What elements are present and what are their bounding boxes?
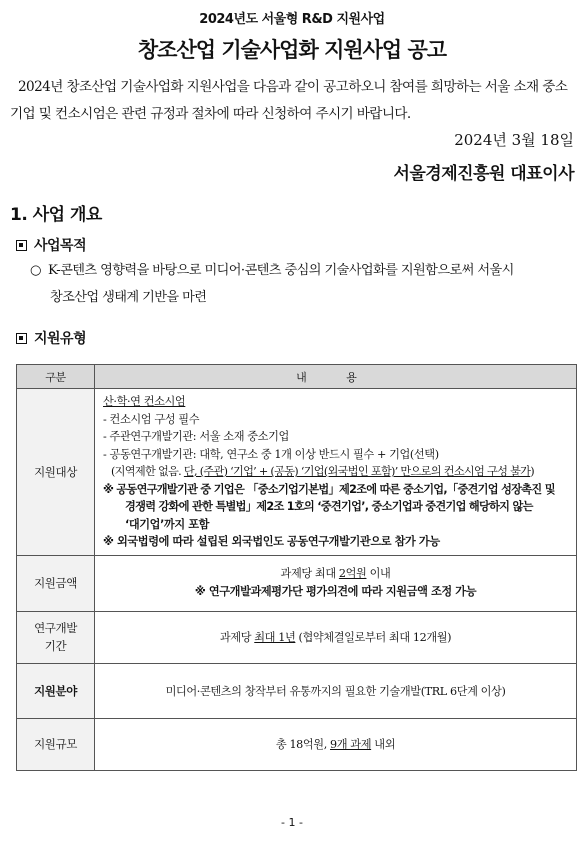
row-label-amount: 지원금액	[17, 555, 95, 611]
amount-underlined: 2억원	[338, 567, 367, 580]
restriction-prefix: (지역제한 없음.	[111, 465, 184, 478]
table-row-scale	[17, 718, 577, 770]
table-row-field	[17, 663, 577, 718]
scale-prefix: 총 18억원,	[275, 738, 331, 751]
purpose-heading-text: 사업목적	[34, 238, 87, 254]
header-label-cell: 구분	[17, 365, 95, 389]
row-label-scale: 지원규모	[17, 718, 95, 770]
purpose-body	[30, 257, 576, 311]
purpose-line-1	[30, 257, 576, 284]
table-row-amount	[17, 555, 577, 611]
row-content-scale	[95, 718, 577, 770]
support-type-table	[16, 364, 577, 771]
square-bullet-icon	[16, 333, 27, 344]
target-restriction	[103, 463, 570, 481]
row-label-period	[17, 611, 95, 663]
amount-prefix: 과제당 최대	[280, 567, 339, 580]
scale-underlined: 9개 과제	[330, 738, 372, 751]
target-note-1-line-2: 경쟁력 강화에 관한 특별법」제2조 1호의 ‘중견기업’, 중소기업과 중견기업 해당하지 않는	[125, 500, 533, 513]
period-underlined: 최대 1년	[254, 631, 296, 644]
restriction-underlined: 단, (주관) ‘기업’ + (공동) ‘기업(외국법인 포함)’ 만으로의 컨소시엄 구성 불가	[183, 465, 531, 478]
target-item-3: - 공동연구개발기관: 대학, 연구소 중 1개 이상 반드시 필수 + 기업(선택)	[103, 447, 439, 461]
square-bullet-icon	[16, 240, 27, 251]
row-content-amount	[95, 555, 577, 611]
row-label-target: 지원대상	[17, 389, 95, 556]
header-content-cell: 내 용	[95, 365, 577, 389]
table-row-target	[17, 389, 577, 556]
program-kicker: 2024년도 서울형 R&D 지원사업	[199, 12, 385, 27]
types-heading-text: 지원유형	[34, 331, 87, 347]
period-suffix: (협약체결일로부터 최대 12개월)	[295, 631, 452, 644]
subheading-support-types	[16, 328, 86, 348]
row-content-period	[95, 611, 577, 663]
notice-title: 창조산업 기술사업화 지원사업 공고	[137, 38, 447, 62]
target-title: 산·학·연 컨소시엄	[103, 395, 186, 408]
target-item-1: - 컨소시엄 구성 필수	[103, 412, 200, 426]
circle-bullet-icon: ○	[30, 263, 41, 278]
amount-line	[96, 565, 575, 583]
period-prefix: 과제당	[219, 631, 255, 644]
period-label-line-1: 연구개발	[34, 621, 77, 635]
target-note-1-line-3: ‘대기업’까지 포함	[125, 517, 210, 531]
amount-note: ※ 연구개발과제평가단 평가의견에 따라 지원금액 조정 가능	[194, 585, 477, 598]
period-label-line-2: 기간	[44, 639, 67, 653]
notice-date: 2024년 3월 18일	[454, 131, 574, 149]
purpose-line-2: 창조산업 생태계 기반을 마련	[50, 290, 207, 305]
row-content-field: 미디어·콘텐츠의 창작부터 유통까지의 필요한 기술개발(TRL 6단계 이상)	[95, 663, 577, 718]
purpose-line-1-text: K-콘텐츠 영향력을 바탕으로 미디어·콘텐츠 중심의 기술사업화를 지원함으로써 서울시	[48, 263, 514, 278]
target-note-1-line-1: ※ 공동연구개발기관 중 기업은 「중소기업기본법」제2조에 따른 중소기업,「중견기업 성장촉진 및	[103, 482, 555, 496]
row-label-field: 지원분야	[17, 663, 95, 718]
amount-suffix: 이내	[366, 567, 391, 580]
subheading-purpose	[16, 235, 86, 255]
page-number: - 1 -	[281, 816, 303, 829]
restriction-suffix: )	[530, 465, 534, 478]
target-item-2: - 주관연구개발기관: 서울 소재 중소기업	[103, 430, 289, 443]
section-heading-overview: 1. 사업 개요	[10, 205, 102, 225]
notice-signer: 서울경제진흥원 대표이사	[393, 164, 574, 184]
scale-suffix: 내외	[371, 738, 396, 751]
target-note-2: ※ 외국법령에 따라 설립된 외국법인도 공동연구개발기관으로 참가 가능	[103, 535, 440, 548]
row-content-target	[95, 389, 577, 556]
table-row-period	[17, 611, 577, 663]
table-header-row	[17, 365, 577, 389]
intro-paragraph: 2024년 창조산업 기술사업화 지원사업을 다음과 같이 공고하오니 참여를 희망하는 서울 소재 중소기업 및 컨소시엄은 관련 규정과 절차에 따라 신청하여 주시기 바랍니다.	[10, 79, 568, 122]
